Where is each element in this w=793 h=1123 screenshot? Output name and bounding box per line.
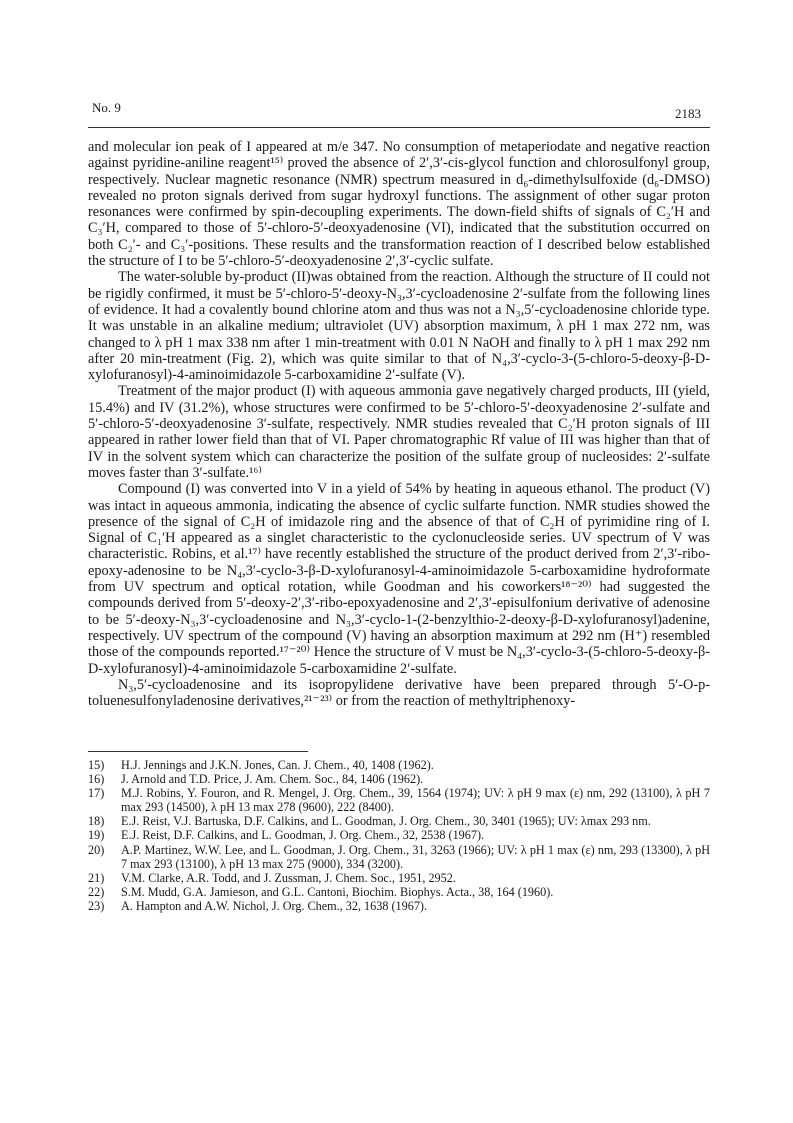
footnotes	[88, 758, 710, 913]
footnote: 23) A. Hampton and A.W. Nichol, J. Org. Chem., 32, 1638 (1967).	[88, 898, 428, 913]
paragraph: The water-soluble by-product (II)was obtained from the reaction. Although the structure of II could not be rigidly confirmed, it must be 5′-chloro-5′-deoxy-N₃,3′-cycloadenosine 2′-sulfate from the following lines of evidence. It had a covalently bound chlorine atom and thus was not a N₃,5′-cycloadenosine chloride type. It was unstable in an alkaline medium; ultraviolet (UV) absorption maximum, λ pH 1 max 272 nm, was changed to λ pH 1 max 338 nm after 1 min-treatment with 0.01 N NaOH and finally to λ pH 1 max 292 nm after 20 min-treatment (Fig. 2), which was quite similar to that of N₄,3′-cyclo-3-(5-chloro-5-deoxy-β-D-xylofuranosyl)-4-aminoimidazole 5-carboxamidine 2′-sulfate (V).	[88, 269, 710, 384]
footnote: 18) E.J. Reist, V.J. Bartuska, D.F. Calkins, and L. Goodman, J. Org. Chem., 30, 3401 (1965); UV: λmax 293 nm.	[88, 814, 651, 829]
footnote: 15) H.J. Jennings and J.K.N. Jones, Can. J. Chem., 40, 1408 (1962).	[88, 758, 434, 772]
footnote: 20) A.P. Martinez, W.W. Lee, and L. Goodman, J. Org. Chem., 31, 3263 (1966); UV: λ pH 1 max (ε) nm, 293 (13300), λ pH 7 max 293 (13100), λ pH 13 max 275 (9000), 334 (3200).	[88, 842, 710, 871]
article-body	[88, 139, 710, 709]
paragraph: Treatment of the major product (I) with aqueous ammonia gave negatively charged products, III (yield, 15.4%) and IV (31.2%), whose structures were confirmed to be 5′-chloro-5′-deoxyadenosine 2′-sulfate and 5′-chloro-5′-deoxyadenosine 3′-sulfate, respectively. NMR studies revealed that C₂′H proton signals of III appeared in rather lower field than that of VI. Paper chromatographic Rf value of III was higher than that of IV in the solvent system which can characterize the position of the sulfate group of nucleosides: 2′-sulfate moves faster than 3′-sulfate.¹⁶⁾	[88, 383, 710, 481]
paragraph: and molecular ion peak of I appeared at m/e 347. No consumption of metaperiodate and negative reaction against pyridine-aniline reagent¹⁵⁾ proved the absence of 2′,3′-cis-glycol function and chlorosulfonyl group, respectively. Nuclear magnetic resonance (NMR) spectrum measured in d₆-dimethylsulfoxide (d₆-DMSO) revealed no proton signals derived from sugar hydroxyl functions. The assignment of other sugar proton resonances were confirmed by spin-decoupling experiments. The down-field shifts of signals of C₂′H and C₃′H, compared to those of 5′-chloro-5′-deoxyadenosine (VI), indicated that the substitution occurred on both C₂′- and C₃′-positions. These results and the transformation reaction of I described below established the structure of I to be 5′-chloro-5′-deoxyadenosine 2′,3′-cyclic sulfate.	[88, 139, 710, 270]
header-rule	[88, 127, 710, 128]
journal-issue-number: No. 9	[92, 100, 121, 115]
paragraph: Compound (I) was converted into V in a yield of 54% by heating in aqueous ethanol. The product (V) was intact in aqueous ammonia, indicating the absence of cyclic sulfarte function. NMR studies showed the presence of the signal of C₂H of imidazole ring and the absence of that of C₂H of pyrimidine ring of I. Signal of C₁′H appeared as a singlet characteristic to the cyclonucleoside series. UV spectrum of V was characteristic. Robins, et al.¹⁷⁾ have recently established the structure of the product derived from 2′,3′-ribo-epoxy-adenosine to be N₄,3′-cyclo-3-β-D-xylofuranosyl-4-aminoimidazole 5-carboxamidine hydroformate from UV spectrum and optical rotation, while Goodman and his coworkers¹⁸⁻²⁰⁾ had suggested the compounds derived from 5′-deoxy-2′,3′-ribo-epoxyadenosine and 2′,3′-episulfonium derivative of adenosine to be 5′-deoxy-N₃,3′-cycloadenosine and N₃,3′-cyclo-1-(2-benzylthio-2-deoxy-β-D-xylofuranosyl)adenine, respectively. UV spectrum of the compound (V) having an absorption maximum at 292 nm (H⁺) resembled those of the compounds reported.¹⁷⁻²⁰⁾ Hence the structure of V must be N₄,3′-cyclo-3-(5-chloro-5-deoxy-β-D-xylofuranosyl)-4-aminoimidazole 5-carboxamidine 2′-sulfate.	[88, 481, 710, 677]
paragraph: N₃,5′-cycloadenosine and its isopropylidene derivative have been prepared through 5′-O-p-toluenesulfonyladenosine derivatives,²¹⁻²³⁾ or from the reaction of methyltriphenoxy-	[88, 676, 710, 710]
page-number: 2183	[675, 106, 701, 121]
footnote: 17) M.J. Robins, Y. Fouron, and R. Mengel, J. Org. Chem., 39, 1564 (1974); UV: λ pH 9 max (ε) nm, 292 (13100), λ pH 7 max 293 (14500), λ pH 13 max 278 (9600), 222 (8400).	[88, 786, 710, 815]
footnote: 22) S.M. Mudd, G.A. Jamieson, and G.L. Cantoni, Biochim. Biophys. Acta., 38, 164 (1960).	[88, 884, 554, 899]
footnote: 21) V.M. Clarke, A.R. Todd, and J. Zussman, J. Chem. Soc., 1951, 2952.	[88, 870, 456, 885]
footnote-rule	[88, 751, 308, 752]
footnote: 19) E.J. Reist, D.F. Calkins, and L. Goodman, J. Org. Chem., 32, 2538 (1967).	[88, 828, 485, 843]
footnote: 16) J. Arnold and T.D. Price, J. Am. Chem. Soc., 84, 1406 (1962).	[88, 772, 424, 787]
